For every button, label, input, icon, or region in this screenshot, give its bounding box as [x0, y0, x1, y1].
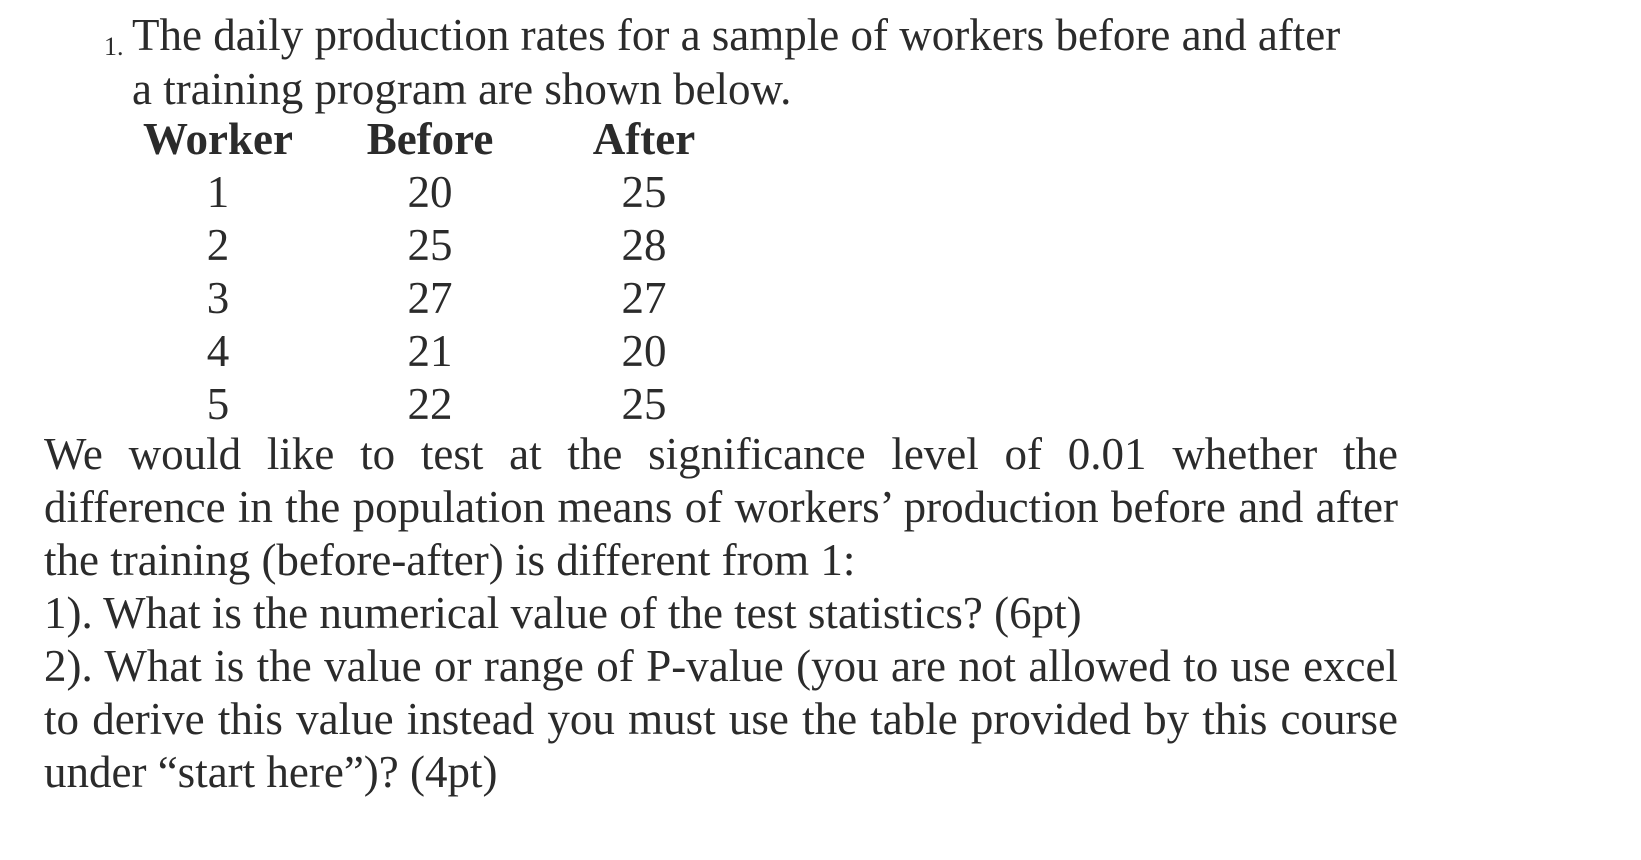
table-row: [128, 165, 736, 218]
after-cell: 28: [621, 219, 667, 270]
question-number: 1.: [104, 32, 124, 61]
column-header-after: After: [592, 113, 696, 164]
after-cell: 25: [621, 378, 667, 429]
before-cell: 27: [407, 272, 453, 323]
worker-cell: 4: [206, 325, 230, 376]
column-header-worker: Worker: [143, 113, 293, 164]
sub-question-1: 1). What is the numerical value of the test statistics? (6pt): [44, 588, 1082, 638]
worker-cell: 3: [206, 272, 230, 323]
question-body: [44, 428, 1398, 799]
sub-question-2: 2). What is the value or range of P-value (you are not allowed to use excel to derive this value instead you must use the table provided by this course under “start here”)? (4pt): [44, 641, 1398, 797]
production-table: [128, 112, 736, 430]
question-intro-line-1: The daily production rates for a sample of workers before and after: [132, 10, 1341, 60]
after-cell: 20: [621, 325, 667, 376]
table-header-row: [128, 112, 736, 165]
table-row: [128, 271, 736, 324]
before-cell: 25: [407, 219, 453, 270]
after-cell: 25: [621, 166, 667, 217]
question-intro-line-2: a training program are shown below.: [132, 64, 792, 114]
before-cell: 22: [407, 378, 453, 429]
before-cell: 21: [407, 325, 453, 376]
worker-cell: 1: [206, 166, 230, 217]
table-row: [128, 377, 736, 430]
worker-cell: 5: [206, 378, 230, 429]
table-row: [128, 324, 736, 377]
hypothesis-paragraph: We would like to test at the significance level of 0.01 whether the difference in the population means of workers’ production before and after the training (before-after) is different from 1:: [44, 429, 1398, 585]
column-header-before: Before: [366, 113, 494, 164]
worker-cell: 2: [206, 219, 230, 270]
before-cell: 20: [407, 166, 453, 217]
table-row: [128, 218, 736, 271]
after-cell: 27: [621, 272, 667, 323]
